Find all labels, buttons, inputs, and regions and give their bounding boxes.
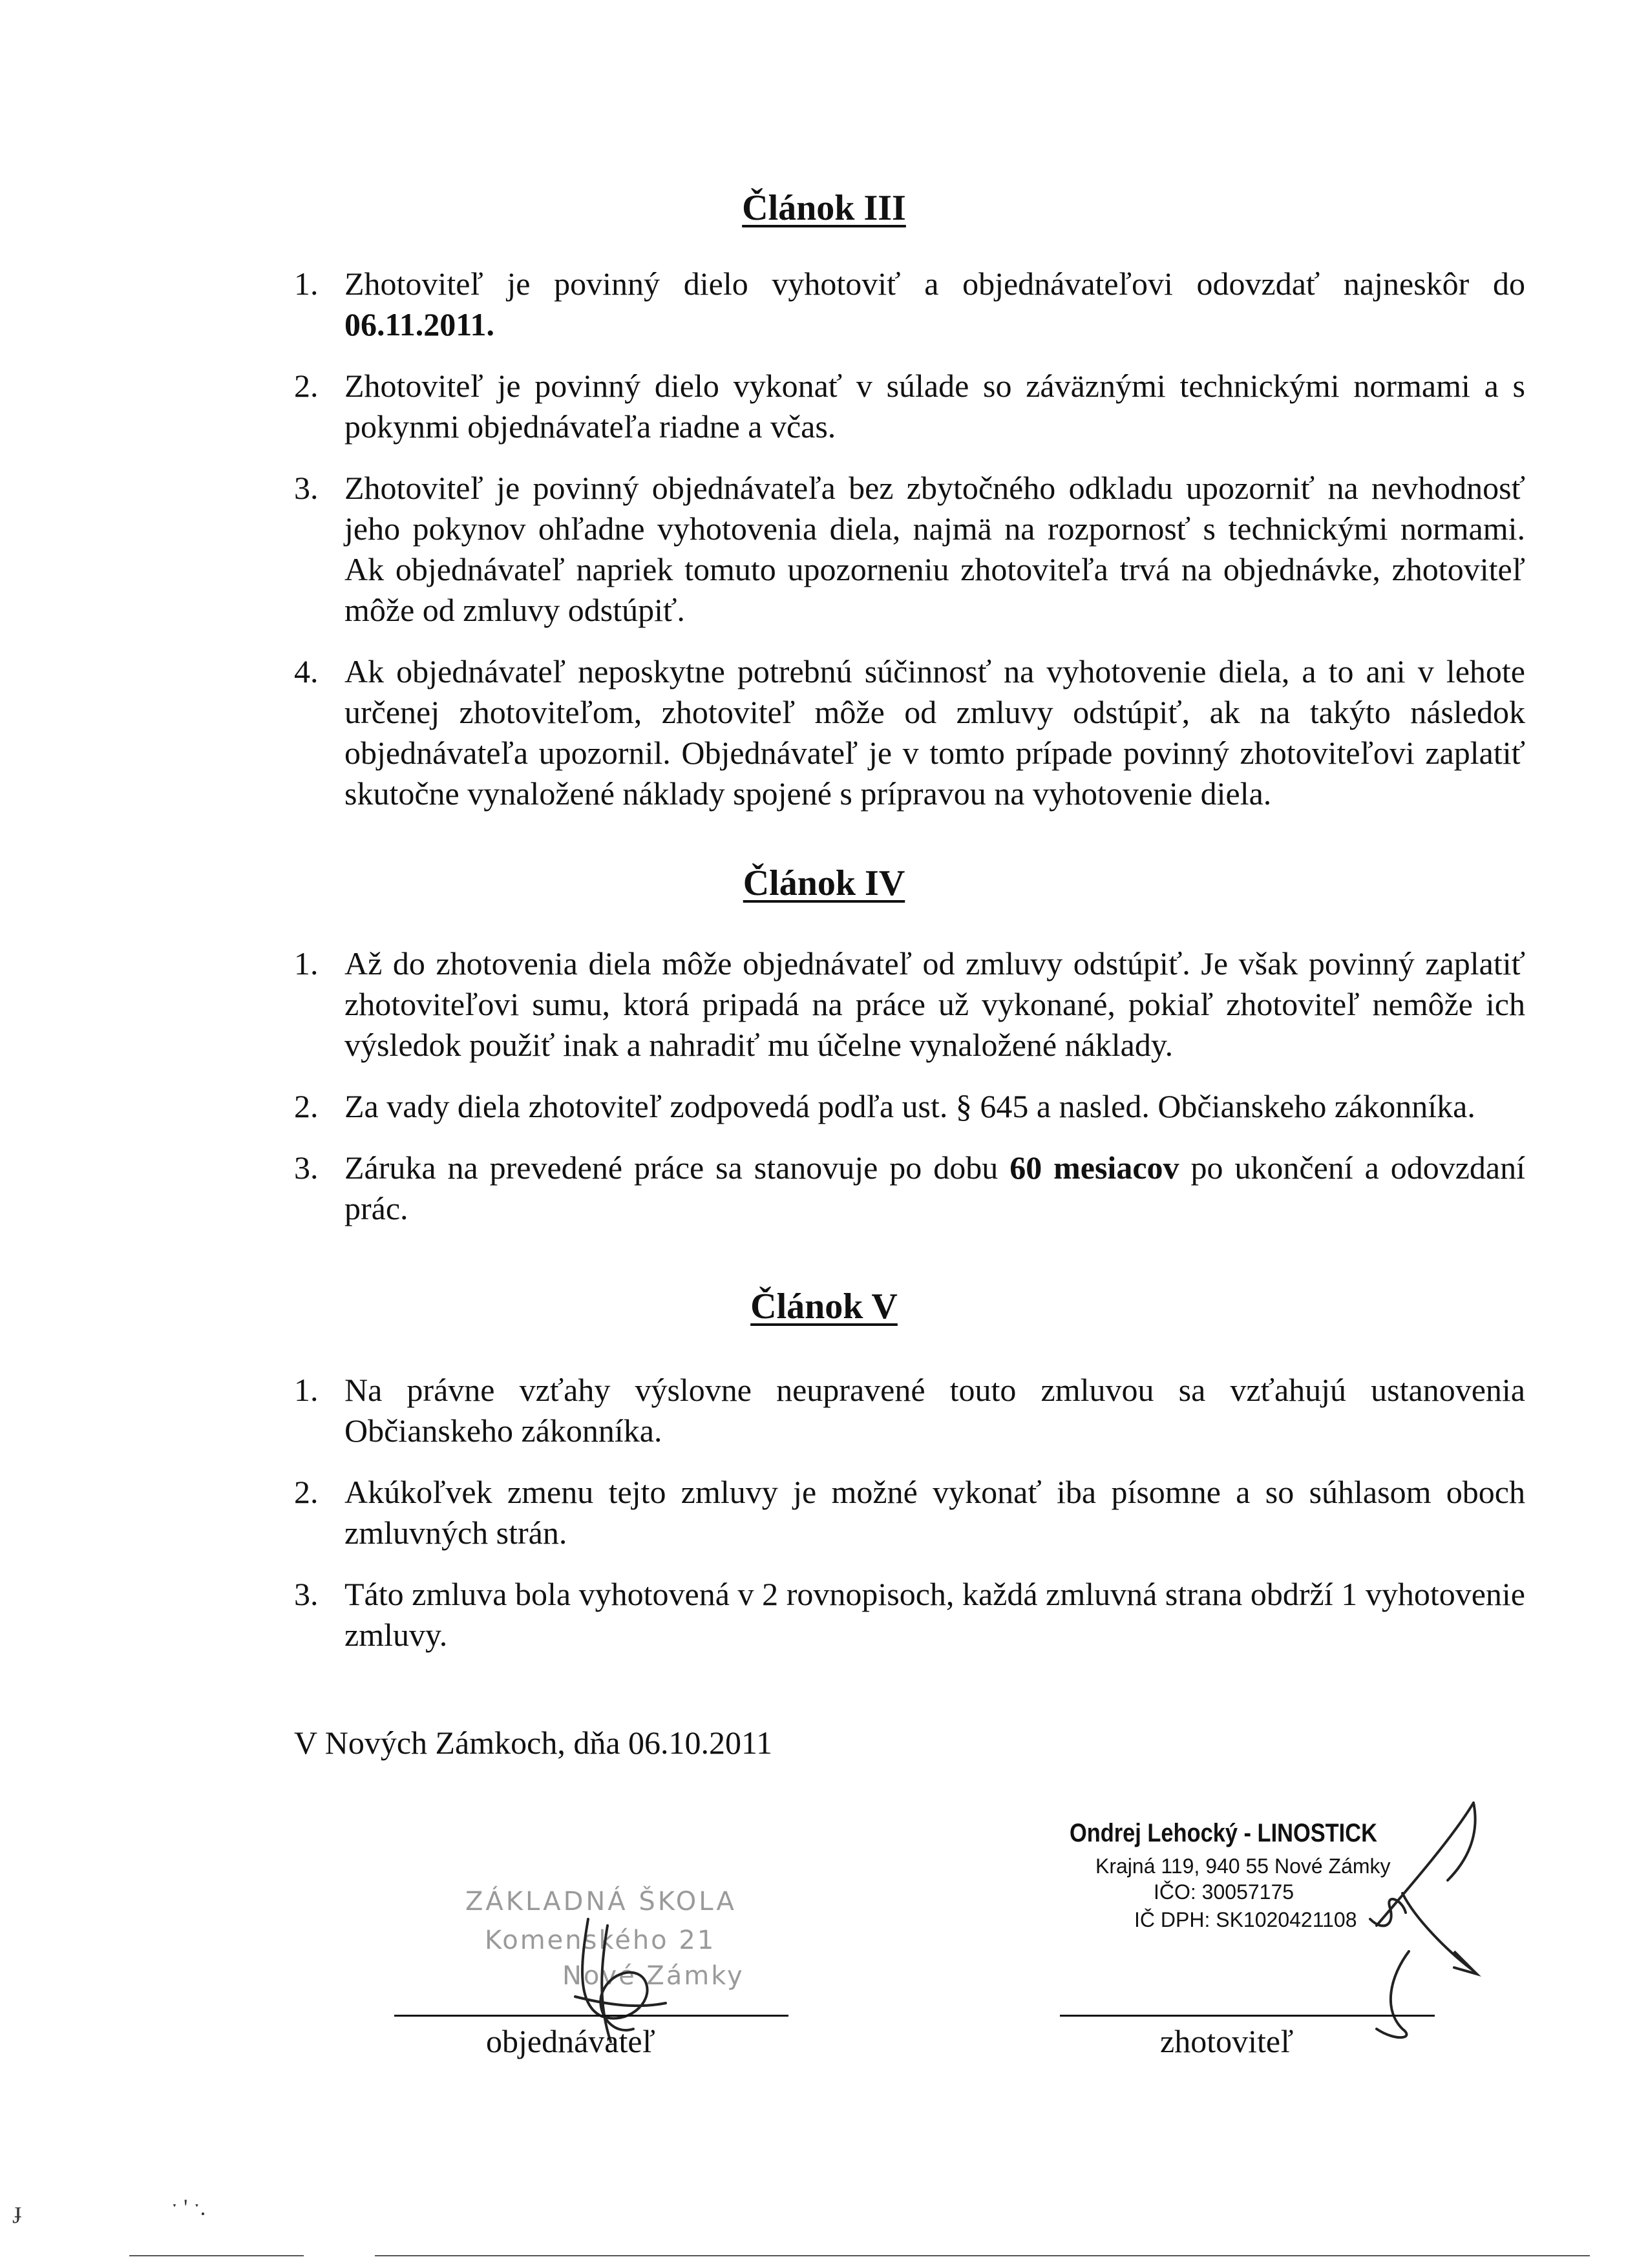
item-text: Táto zmluva bola vyhotovená v 2 rovnopisoch, každá zmluvná strana obdrží 1 vyhotovenie zmluvy. <box>344 1576 1525 1653</box>
item-number: 2. <box>294 1474 319 1510</box>
signature-label-right: zhotoviteľ <box>1160 2023 1294 2059</box>
item-text: Záruka na prevedené práce sa stanovuje po dobu 60 mesiacov po ukončení a odovzdaní prác. <box>344 1150 1526 1226</box>
item-number: 1. <box>294 266 319 302</box>
item-text: Akúkoľvek zmenu tejto zmluvy je možné vykonať iba písomne a so súhlasom oboch zmluvných strán. <box>344 1474 1525 1551</box>
list-item <box>294 1370 1525 1451</box>
list-item <box>294 1086 1525 1127</box>
list-item <box>294 366 1525 447</box>
item-number: 2. <box>294 368 319 404</box>
item-number: 2. <box>294 1088 319 1124</box>
item-number: 1. <box>294 945 319 982</box>
article-heading-5: Článok V <box>750 1286 898 1327</box>
stamp-ico: IČO: 30057175 <box>1154 1880 1294 1904</box>
signature-label-left: objednávateľ <box>486 2023 655 2059</box>
item-text: Zhotoviteľ je povinný dielo vykonať v súlade so záväznými technickými normami a s pokynmi objednávateľa riadne a včas. <box>344 368 1525 445</box>
place-date: V Nových Zámkoch, dňa 06.10.2011 <box>294 1725 773 1761</box>
list-item <box>294 468 1525 631</box>
list-item <box>294 1148 1525 1229</box>
article-4-list <box>294 943 1525 1229</box>
item-number: 3. <box>294 470 319 506</box>
list-item <box>294 651 1525 814</box>
stamp-dic: IČ DPH: SK1020421108 <box>1134 1908 1357 1931</box>
signature-line-left <box>394 2015 788 2017</box>
item-text: Až do zhotovenia diela môže objednávateľ od zmluvy odstúpiť. Je však povinný zaplatiť zhotoviteľovi sumu, ktorá pripadá na práce už vykonané, pokiaľ zhotoviteľ nemôže ich výsledok použiť inak a nahradiť mu účelne vynaložené náklady. <box>344 945 1525 1063</box>
stamp-line: Komenského 21 <box>485 1926 716 1955</box>
item-text: Zhotoviteľ je povinný dielo vyhotoviť a objednávateľovi odovzdať najneskôr do 06.11.2011. <box>344 266 1525 342</box>
scan-mark: ˑ ' ˑ. <box>171 2194 206 2220</box>
scan-edge-line <box>375 2255 1590 2256</box>
signature-line-right <box>1060 2015 1435 2017</box>
signature-right <box>1325 1796 1493 2042</box>
list-item <box>294 943 1525 1066</box>
item-text: Na právne vzťahy výslovne neupravené touto zmluvou sa vzťahujú ustanovenia Občianskeho zákonníka. <box>344 1372 1525 1449</box>
list-item <box>294 1472 1525 1553</box>
scan-edge-line <box>129 2255 304 2256</box>
stamp-address: Krajná 119, 940 55 Nové Zámky <box>1095 1854 1391 1878</box>
item-number: 3. <box>294 1150 319 1186</box>
item-number: 1. <box>294 1372 319 1408</box>
article-3-list <box>294 264 1525 814</box>
article-heading-4: Článok IV <box>743 863 905 903</box>
scan-mark: ɟ <box>14 2198 22 2223</box>
stamp-line: Nové Zámky <box>562 1961 745 1991</box>
stamp-company-name: Ondrej Lehocký - LINOSTICK <box>1070 1819 1377 1847</box>
article-heading-3: Článok III <box>742 188 906 228</box>
item-text: Za vady diela zhotoviteľ zodpovedá podľa ust. § 645 a nasled. Občianskeho zákonníka. <box>344 1088 1475 1124</box>
article-5-list <box>294 1370 1525 1655</box>
list-item <box>294 1574 1525 1655</box>
item-text: Zhotoviteľ je povinný objednávateľa bez zbytočného odkladu upozorniť na nevhodnosť jeho pokynov ohľadne vyhotovenia diela, najmä na rozpornosť s technickými normami. Ak objednávateľ napriek tomuto upozorneniu zhotoviteľa trvá na objednávke, zhotoviteľ môže od zmluvy odstúpiť. <box>344 470 1525 628</box>
stamp-line: ZÁKLADNÁ ŠKOLA <box>465 1887 737 1916</box>
item-text: Ak objednávateľ neposkytne potrebnú súčinnosť na vyhotovenie diela, a to ani v lehote určenej zhotoviteľom, zhotoviteľ môže od zmluvy odstúpiť, ak na takýto následok objednávateľa upozornil. Objednávateľ je v tomto prípade povinný zhotoviteľovi zaplatiť skutočne vynaložené náklady spojené s prípravou na vyhotovenie diela. <box>344 653 1525 812</box>
item-number: 4. <box>294 653 319 689</box>
list-item <box>294 264 1525 345</box>
item-number: 3. <box>294 1576 319 1612</box>
